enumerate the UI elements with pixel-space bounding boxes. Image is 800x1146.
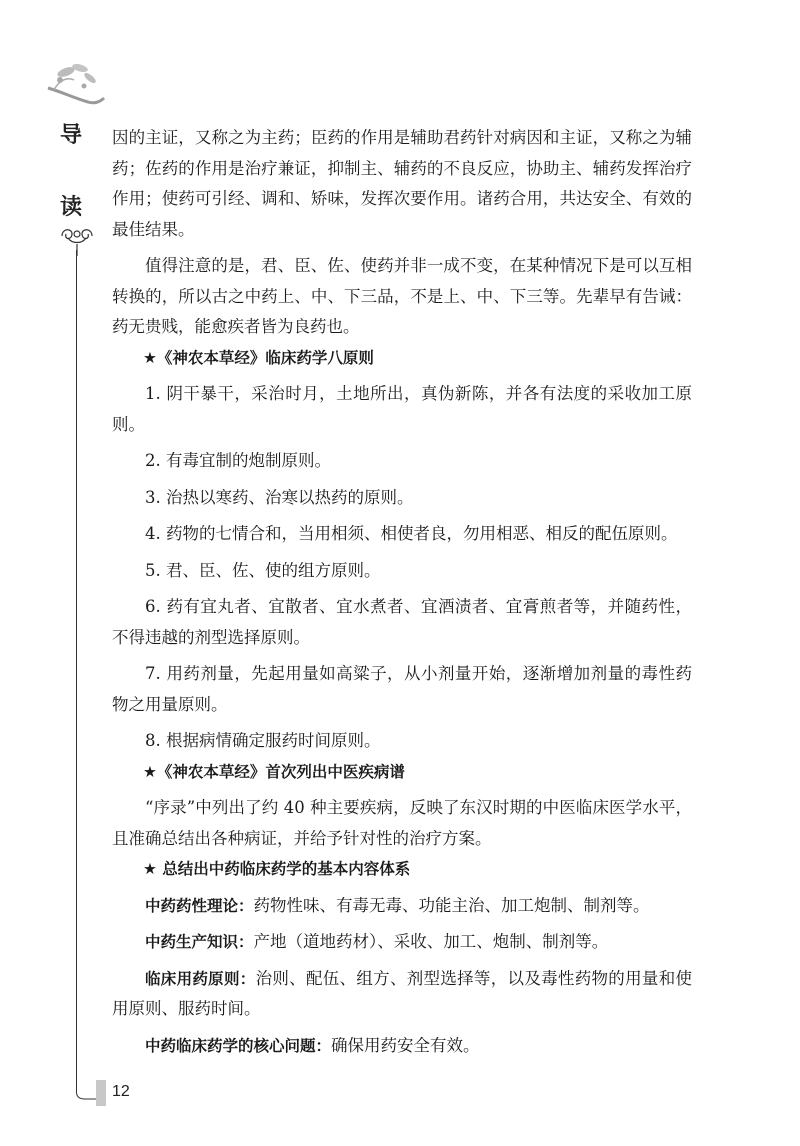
page-number: 12 xyxy=(112,1083,130,1100)
list-item: 8. 根据病情确定服药时间原则。 xyxy=(145,731,381,750)
definition-item xyxy=(112,891,692,922)
knot-ornament-icon xyxy=(58,222,96,258)
definition-term: 中药临床药学的核心问题： xyxy=(145,1036,332,1055)
list-item: 2. 有毒宜制的炮制原则。 xyxy=(145,451,331,470)
herb-ornament-icon xyxy=(44,58,106,108)
definition-text: 药物性味、有毒无毒、功能主治、加工炮制、制剂等。 xyxy=(253,895,650,915)
definition-text: 确保用药安全有效。 xyxy=(331,1035,480,1055)
body-text xyxy=(112,123,692,1061)
definition-item xyxy=(112,1031,692,1062)
list-item: 5. 君、臣、佐、使的组方原则。 xyxy=(145,560,381,580)
definition-item xyxy=(112,927,692,958)
definition-text: 治则、配伍、组方、剂型选择等，以及毒性药物的用量和使用原则、服药时间。 xyxy=(112,968,692,1018)
list-item: 7. 用药剂量，先起用量如高粱子，从小剂量开始，逐渐增加剂量的毒性药物之用量原则。 xyxy=(112,664,692,714)
section-heading: ★《神农本草经》临床药学八原则 xyxy=(143,348,374,367)
side-title-char-2: 读 xyxy=(60,195,83,220)
paragraph: “序录”中列出了约 40 种主要疾病，反映了东汉时期的中医临床医学水平，且准确总结出各种病证，并给予针对性的治疗方案。 xyxy=(112,798,692,848)
side-title-char-1: 导 xyxy=(60,123,83,148)
side-rule-line xyxy=(76,250,77,1080)
paragraph-continued: 因的主证，又称之为主药；臣药的作用是辅助君药针对病因和主证，又称之为辅药；佐药的作用是治疗兼证，抑制主、辅药的不良反应，协助主、辅药发挥治疗作用；使药可引经、调和、矫味，发挥次要作用。诸药合用，共达安全、有效的最佳结果。 xyxy=(112,128,692,239)
definition-item xyxy=(112,964,692,1025)
page-tab-marker xyxy=(96,1080,106,1106)
section-heading: ★ 总结出中药临床药学的基本内容体系 xyxy=(143,860,411,878)
definition-term: 中药药性理论： xyxy=(145,896,254,915)
list-item: 3. 治热以寒药、治寒以热药的原则。 xyxy=(145,487,414,507)
list-item: 1. 阴干暴干，采治时月，土地所出，真伪新陈，并各有法度的采收加工原则。 xyxy=(112,384,692,434)
definition-term: 临床用药原则： xyxy=(145,969,256,988)
definition-text: 产地（道地药材）、采收、加工、炮制、制剂等。 xyxy=(253,932,609,951)
paragraph: 值得注意的是，君、臣、佐、使药并非一成不变，在某种情况下是可以互相转换的，所以古之中药上、中、下三品，不是上、中、下三等。先辈早有告诫：药无贵贱，能愈疾者皆为良药也。 xyxy=(112,256,692,336)
list-item: 4. 药物的七情合和，当用相须、相使者良，勿用相恶、相反的配伍原则。 xyxy=(145,524,678,543)
list-item: 6. 药有宜丸者、宜散者、宜水煮者、宜酒渍者、宜膏煎者等，并随药性，不得违越的剂型选择原则。 xyxy=(112,597,692,647)
definition-term: 中药生产知识： xyxy=(145,933,254,951)
section-heading: ★《神农本草经》首次列出中医疾病谱 xyxy=(143,762,405,781)
